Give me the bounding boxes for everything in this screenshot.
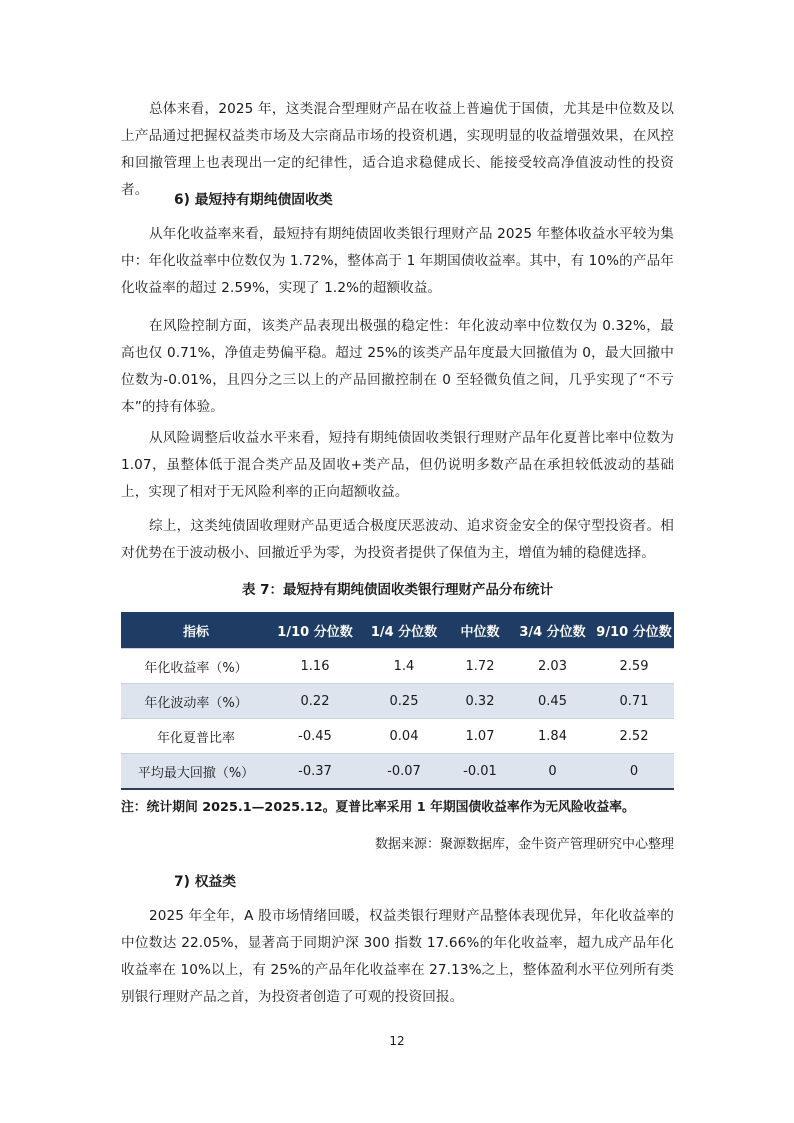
risk-paragraph: 在风险控制方面，该类产品表现出极强的稳定性：年化波动率中位数仅为 0.32%，最高也仅 0.71%，净值走势偏平稳。超过 25%的该类产品年度最大回撤值为 0，最大回撤中位数为-0.01%，且四分之三以上的产品回撤控制在 0 至轻微负值之间，几乎实现了“不亏本”的持有体验。 <box>121 318 674 415</box>
table-cell: -0.45 <box>271 719 359 754</box>
sharpe-paragraph: 从风险调整后收益水平来看，短持有期纯债固收类银行理财产品年化夏普比率中位数为 1.07，虽整体低于混合类产品及固收+类产品，但仍说明多数产品在承担较低波动的基础上，实现了相对于无风险利率的正向超额收益。 <box>121 430 674 500</box>
table-row <box>121 684 674 719</box>
intro-paragraph: 总体来看，2025 年，这类混合型理财产品在收益上普遍优于国债，尤其是中位数及以上产品通过把握权益类市场及大宗商品市场的投资机遇，实现明显的收益增强效果，在风控和回撤管理上也表现出一定的纪律性，适合追求稳健成长、能接受较高净值波动性的投资者。 <box>121 101 674 198</box>
table-cell: -0.07 <box>359 754 449 790</box>
section-heading-7: 7) 权益类 <box>174 874 237 890</box>
header-cell: 1/4 分位数 <box>359 612 449 649</box>
row-label: 年化夏普比率 <box>121 719 271 754</box>
header-cell: 指标 <box>121 612 271 649</box>
row-label: 年化波动率（%） <box>121 684 271 719</box>
table-cell: -0.01 <box>449 754 511 790</box>
section-heading-6: 6) 最短持有期纯债固收类 <box>174 192 333 208</box>
table-cell: 1.07 <box>449 719 511 754</box>
row-label: 年化收益率（%） <box>121 649 271 684</box>
table-cell: 2.52 <box>594 719 674 754</box>
row-label: 平均最大回撤（%） <box>121 754 271 790</box>
data-source: 数据来源：聚源数据库，金牛资产管理研究中心整理 <box>374 837 674 852</box>
distribution-table <box>121 612 674 790</box>
table-cell: 1.72 <box>449 649 511 684</box>
table-cell: 0.25 <box>359 684 449 719</box>
table-row <box>121 719 674 754</box>
table-cell: 0.32 <box>449 684 511 719</box>
table-cell: -0.37 <box>271 754 359 790</box>
table-cell: 0.71 <box>594 684 674 719</box>
table-cell: 0.04 <box>359 719 449 754</box>
header-cell: 9/10 分位数 <box>594 612 674 649</box>
summary-paragraph: 综上，这类纯债固收理财产品更适合极度厌恶波动、追求资金安全的保守型投资者。相对优势在于波动极小、回撤近乎为零，为投资者提供了保值为主，增值为辅的稳健选择。 <box>121 518 674 561</box>
table-cell: 0 <box>511 754 594 790</box>
page-number: 12 <box>389 1034 405 1048</box>
table-cell: 0.22 <box>271 684 359 719</box>
table-header-row <box>121 612 674 649</box>
equity-paragraph: 2025 年全年，A 股市场情绪回暖，权益类银行理财产品整体表现优异，年化收益率的中位数达 22.05%，显著高于同期沪深 300 指数 17.66%的年化收益率，超九成产品年化收益率在 10%以上，有 25%的产品年化收益率在 27.13%之上，整体盈利水平位列所有类别银行理财产品之首，为投资者创造了可观的投资回报。 <box>121 908 674 1005</box>
table-note: 注：统计期间 2025.1—2025.12。夏普比率采用 1 年期国债收益率作为无风险收益率。 <box>121 800 635 815</box>
return-paragraph: 从年化收益率来看，最短持有期纯债固收类银行理财产品 2025 年整体收益水平较为集中：年化收益率中位数仅为 1.72%，整体高于 1 年期国债收益率。其中，有 10%的产品年化收益率的超过 2.59%，实现了 1.2%的超额收益。 <box>121 226 674 296</box>
header-cell: 中位数 <box>449 612 511 649</box>
table-cell: 1.16 <box>271 649 359 684</box>
table-caption: 表 7：最短持有期纯债固收类银行理财产品分布统计 <box>241 582 554 598</box>
header-cell: 1/10 分位数 <box>271 612 359 649</box>
table-cell: 0 <box>594 754 674 790</box>
table-cell: 0.45 <box>511 684 594 719</box>
table-row <box>121 754 674 790</box>
table-cell: 2.59 <box>594 649 674 684</box>
table-cell: 1.4 <box>359 649 449 684</box>
table-cell: 1.84 <box>511 719 594 754</box>
table-cell: 2.03 <box>511 649 594 684</box>
table-row <box>121 649 674 684</box>
header-cell: 3/4 分位数 <box>511 612 594 649</box>
